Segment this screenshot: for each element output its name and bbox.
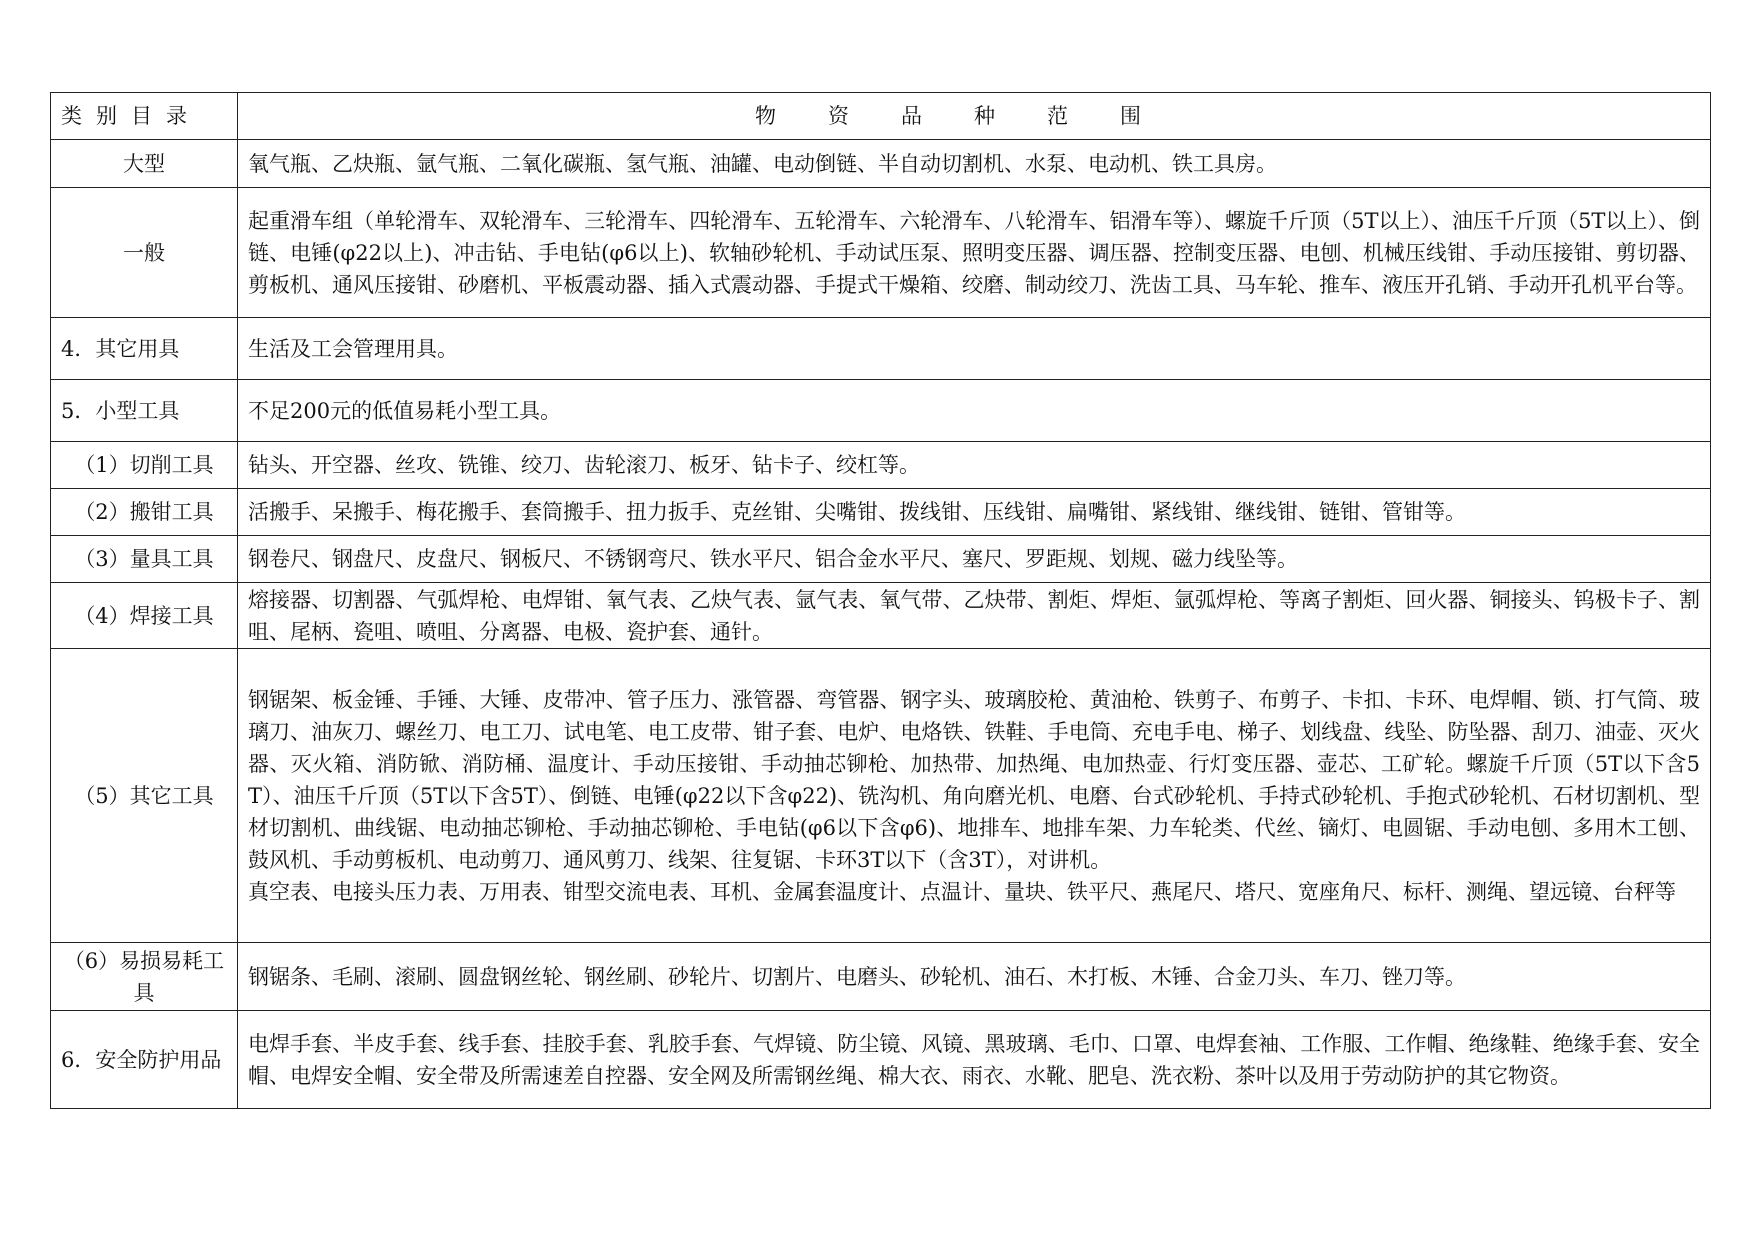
row-category: 6．安全防护用品 bbox=[51, 1011, 238, 1109]
row-category: （5）其它工具 bbox=[51, 649, 238, 943]
table-row bbox=[51, 649, 1711, 943]
item-text: 电焊手套、半皮手套、线手套、挂胶手套、乳胶手套、气焊镜、防尘镜、风镜、黑玻璃、毛巾、口罩、电焊套袖、工作服、工作帽、绝缘鞋、绝缘手套、安全帽、电焊安全帽、安全带及所需速差自控器、安全网及所需钢丝绳、棉大衣、雨衣、水靴、肥皂、洗衣粉、茶叶以及用于劳动防护的其它物资。 bbox=[248, 1031, 1700, 1088]
materials-catalog-table bbox=[50, 92, 1711, 1109]
row-items bbox=[238, 318, 1711, 380]
item-text: 钢锯条、毛刷、滚刷、圆盘钢丝轮、钢丝刷、砂轮片、切割片、电磨头、砂轮机、油石、木打板、木锤、合金刀头、车刀、锉刀等。 bbox=[248, 964, 1466, 989]
row-items bbox=[238, 1011, 1711, 1109]
row-category: （6）易损易耗工具 bbox=[51, 943, 238, 1011]
item-text: 钢锯架、板金锤、手锤、大锤、皮带冲、管子压力、涨管器、弯管器、钢字头、玻璃胶枪、黄油枪、铁剪子、布剪子、卡扣、卡环、电焊帽、锁、打气筒、玻璃刀、油灰刀、螺丝刀、电工刀、试电笔、电工皮带、钳子套、电炉、电烙铁、铁鞋、手电筒、充电手电、梯子、划线盘、线坠、防坠器、刮刀、油壶、灭火器、灭火箱、消防锨、消防桶、温度计、手动压接钳、手动抽芯铆枪、加热带、加热绳、电加热壶、行灯变压器、壶芯、工矿轮。螺旋千斤顶（5T以下含5T）、油压千斤顶（5T以下含5T）、倒链、电锤(φ22以下含φ22)、铣沟机、角向磨光机、电磨、台式砂轮机、手持式砂轮机、手抱式砂轮机、石材切割机、型材切割机、曲线锯、电动抽芯铆枪、手动抽芯铆枪、手电钻(φ6以下含φ6)、地排车、地排车架、力车轮类、代丝、镝灯、电圆锯、手动电刨、多用木工刨、鼓风机、手动剪板机、电动剪刀、通风剪刀、线架、往复锯、卡环3T以下（含3T），对讲机。 bbox=[248, 687, 1700, 872]
table-row bbox=[51, 140, 1711, 188]
row-category: （2）搬钳工具 bbox=[51, 489, 238, 536]
row-category: 大型 bbox=[51, 140, 238, 188]
document-sheet bbox=[50, 92, 1710, 1109]
row-items bbox=[238, 583, 1711, 649]
item-text: 熔接器、切割器、气弧焊枪、电焊钳、氧气表、乙炔气表、氩气表、氧气带、乙炔带、割炬、焊炬、氩弧焊枪、等离子割炬、回火器、铜接头、钨极卡子、割咀、尾柄、瓷咀、喷咀、分离器、电极、瓷护套、通针。 bbox=[248, 587, 1700, 644]
item-text: 钻头、开空器、丝攻、铣锥、绞刀、齿轮滚刀、板牙、钻卡子、绞杠等。 bbox=[248, 453, 920, 477]
table-row bbox=[51, 380, 1711, 442]
table-row bbox=[51, 489, 1711, 536]
item-text: 起重滑车组（单轮滑车、双轮滑车、三轮滑车、四轮滑车、五轮滑车、六轮滑车、八轮滑车、铝滑车等）、螺旋千斤顶（5T以上）、油压千斤顶（5T以上）、倒链、电锤(φ22以上)、冲击钻、手电钻(φ6以上)、软轴砂轮机、手动试压泵、照明变压器、调压器、控制变压器、电刨、机械压线钳、手动压接钳、剪切器、剪板机、通风压接钳、砂磨机、平板震动器、插入式震动器、手提式干燥箱、绞磨、制动绞刀、洗齿工具、马车轮、推车、液压开孔销、手动开孔机平台等。 bbox=[248, 208, 1700, 297]
row-items bbox=[238, 649, 1711, 943]
table-row bbox=[51, 1011, 1711, 1109]
item-text: 生活及工会管理用具。 bbox=[248, 336, 458, 361]
row-items bbox=[238, 536, 1711, 583]
row-category: （4）焊接工具 bbox=[51, 583, 238, 649]
item-text: 真空表、电接头压力表、万用表、钳型交流电表、耳机、金属套温度计、点温计、量块、铁平尺、燕尾尺、塔尺、宽座角尺、标杆、测绳、望远镜、台秤等 bbox=[248, 879, 1676, 904]
table-header-row bbox=[51, 93, 1711, 140]
item-text: 活搬手、呆搬手、梅花搬手、套筒搬手、扭力扳手、克丝钳、尖嘴钳、拨线钳、压线钳、扁嘴钳、紧线钳、继线钳、链钳、管钳等。 bbox=[248, 500, 1466, 524]
row-items bbox=[238, 188, 1711, 318]
row-category: （1）切削工具 bbox=[51, 442, 238, 489]
range-column-header: 物资品种范围 bbox=[238, 93, 1711, 140]
item-text: 不足200元的低值易耗小型工具。 bbox=[248, 398, 562, 423]
table-row bbox=[51, 318, 1711, 380]
table-row bbox=[51, 442, 1711, 489]
category-column-header: 类别目录 bbox=[51, 93, 238, 140]
item-text: 钢卷尺、钢盘尺、皮盘尺、钢板尺、不锈钢弯尺、铁水平尺、铝合金水平尺、塞尺、罗距规、划规、磁力线坠等。 bbox=[248, 547, 1298, 571]
row-items bbox=[238, 489, 1711, 536]
table-row bbox=[51, 536, 1711, 583]
row-category: 一般 bbox=[51, 188, 238, 318]
row-items bbox=[238, 442, 1711, 489]
item-text: 氧气瓶、乙炔瓶、氩气瓶、二氧化碳瓶、氢气瓶、油罐、电动倒链、半自动切割机、水泵、电动机、铁工具房。 bbox=[248, 151, 1277, 176]
row-items bbox=[238, 140, 1711, 188]
table-row bbox=[51, 583, 1711, 649]
table-row bbox=[51, 943, 1711, 1011]
table-row bbox=[51, 188, 1711, 318]
row-category: 5．小型工具 bbox=[51, 380, 238, 442]
row-category: （3）量具工具 bbox=[51, 536, 238, 583]
row-items bbox=[238, 380, 1711, 442]
row-category: 4．其它用具 bbox=[51, 318, 238, 380]
row-items bbox=[238, 943, 1711, 1011]
